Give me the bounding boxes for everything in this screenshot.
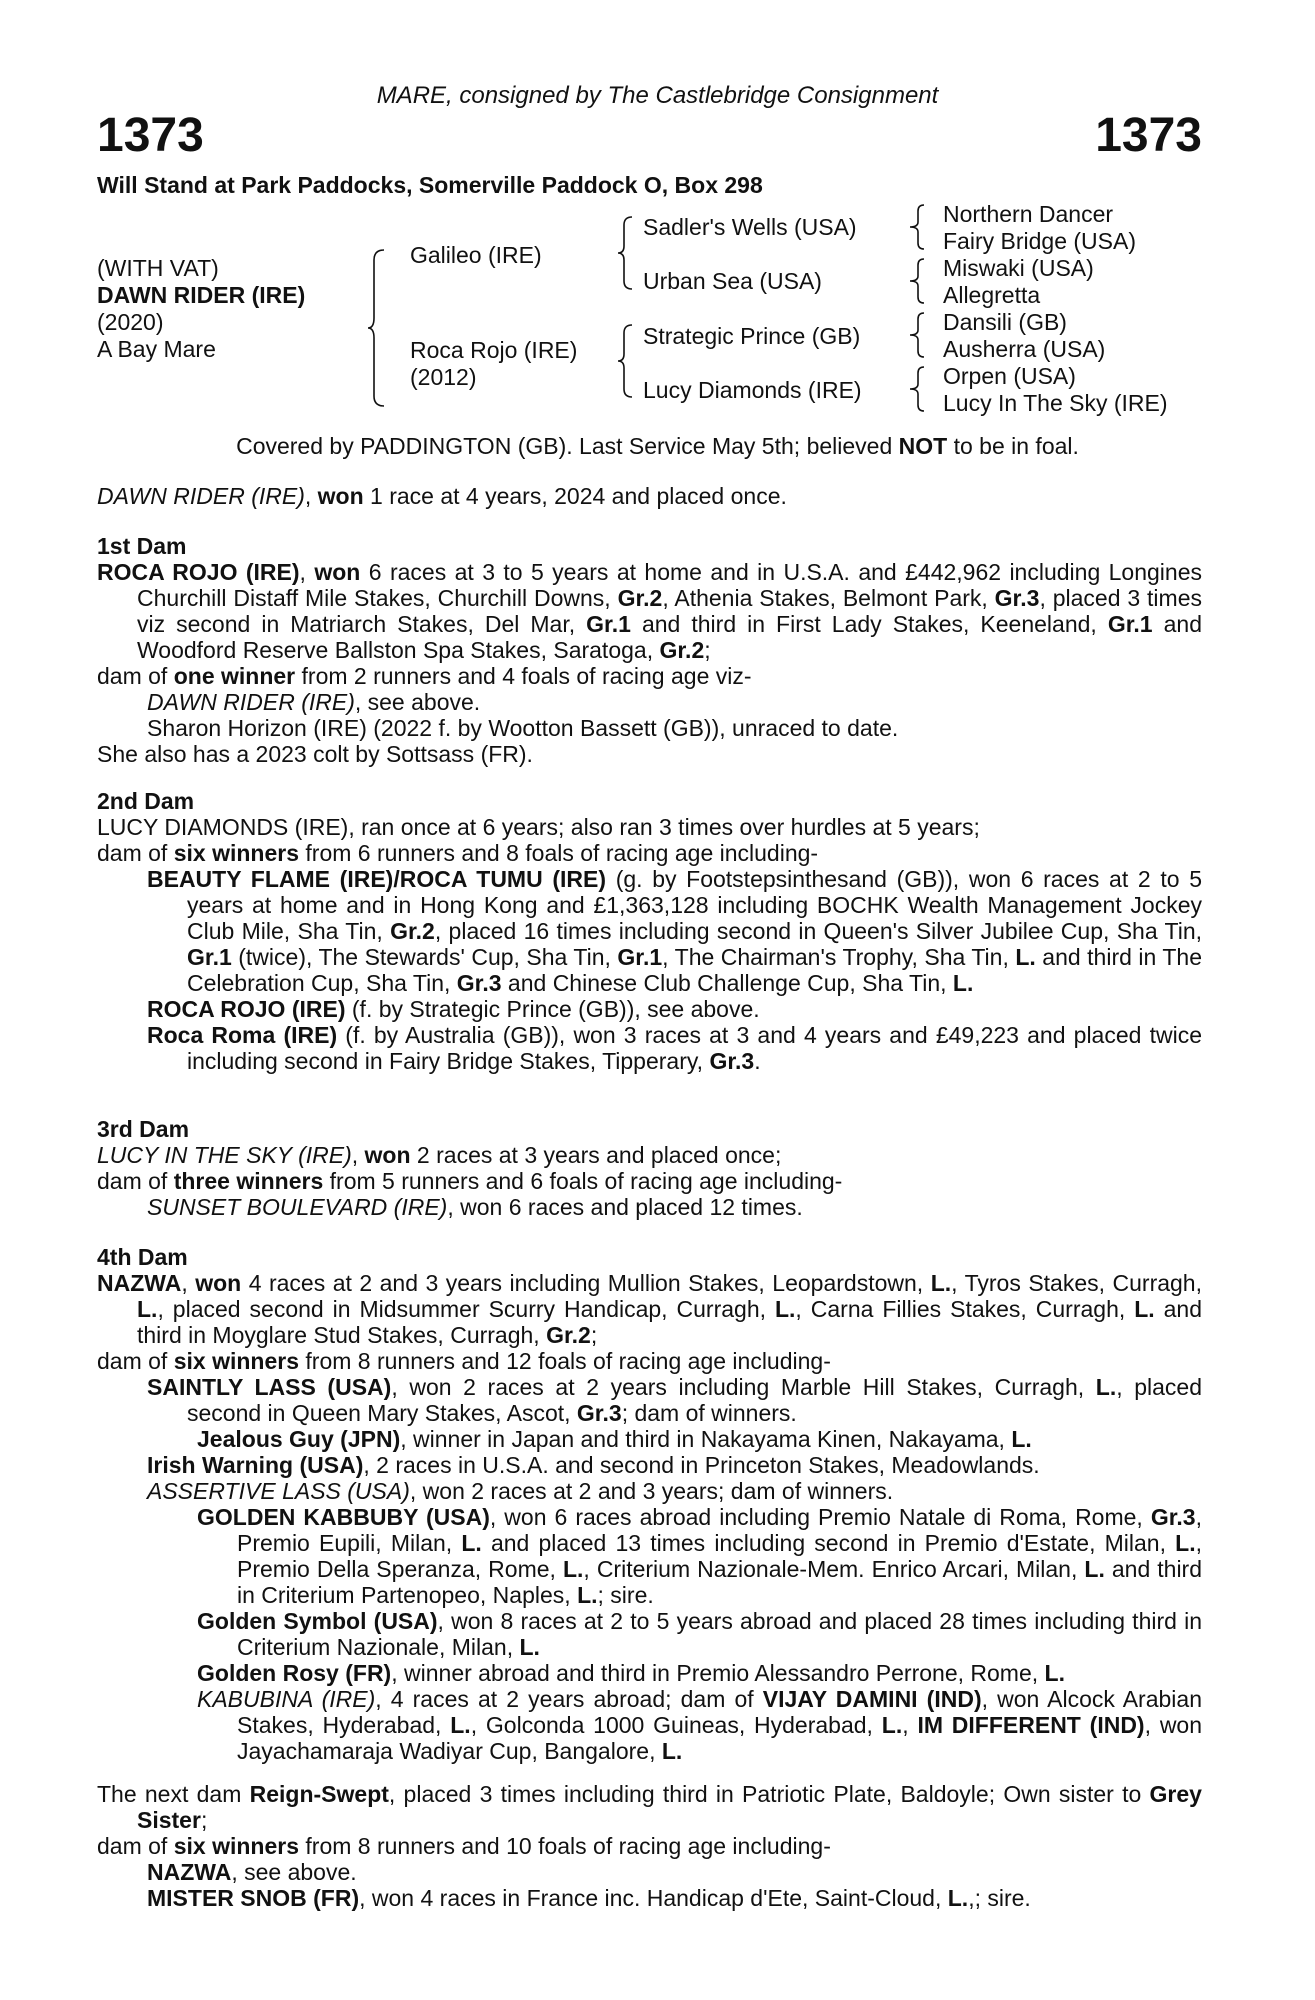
third-dam-heading: 3rd Dam [97, 1116, 190, 1142]
sire-name: Galileo (IRE) [410, 242, 542, 268]
sire-sire-sire: Northern Dancer [943, 201, 1114, 227]
list-item: SUNSET BOULEVARD (IRE), won 6 races and placed 12 times. [147, 1194, 803, 1220]
sire-dam: Urban Sea (USA) [643, 268, 822, 294]
first-dam-produce: dam of one winner from 2 runners and 4 foals of racing age viz- [97, 663, 752, 689]
horse-info [97, 255, 305, 363]
first-dam-heading: 1st Dam [97, 533, 187, 559]
next-dam-record: The next dam Reign-Swept, placed 3 times including third in Patriotic Plate, Baldoyle; Own sister to Grey Sister; [97, 1781, 1202, 1833]
bracket-ss [910, 203, 932, 253]
dam-dam-sire: Orpen (USA) [943, 363, 1076, 389]
list-item: MISTER SNOB (FR), won 4 races in France inc. Handicap d'Ete, Saint-Cloud, L.,; sire. [147, 1885, 1031, 1911]
sire-dam-dam: Allegretta [943, 282, 1041, 308]
fourth-dam-section [97, 1244, 1202, 1764]
horse-year: (2020) [97, 309, 164, 335]
third-dam-section [97, 1116, 1202, 1220]
list-item: Golden Symbol (USA), won 8 races at 2 to 5 years abroad and placed 28 times including third in Criterium Nazionale, Milan, L. [197, 1608, 1203, 1660]
list-item: Golden Rosy (FR), winner abroad and third in Premio Alessandro Perrone, Rome, L. [197, 1660, 1065, 1686]
bracket-sd [910, 257, 932, 307]
list-item: SAINTLY LASS (USA), won 2 races at 2 years including Marble Hill Stakes, Curragh, L., placed second in Queen Mary Stakes, Ascot, Gr.3; dam of winners. [147, 1374, 1203, 1426]
bracket-dd [910, 365, 932, 415]
horse-summary: DAWN RIDER (IRE), won 1 race at 4 years, 2024 and placed once. [97, 483, 787, 509]
second-dam-record: LUCY DIAMONDS (IRE), ran once at 6 years; also ran 3 times over hurdles at 5 years; [97, 814, 980, 840]
dam-sire-sire: Dansili (GB) [943, 309, 1067, 335]
first-dam-record: ROCA ROJO (IRE), won 6 races at 3 to 5 years at home and in U.S.A. and £442,962 including Longines Churchill Distaff Mile Stakes, Churchill Downs, Gr.2, Athenia Stakes, Belmont Park, Gr.3, placed 3 times viz second in Matriarch Stakes, Del Mar, Gr.1 and third in First Lady Stakes, Keeneland, Gr.1 and Woodford Reserve Ballston Spa Stakes, Saratoga, Gr.2; [97, 559, 1203, 663]
third-dam-record: LUCY IN THE SKY (IRE), won 2 races at 3 years and placed once; [97, 1142, 782, 1168]
horse-description: A Bay Mare [97, 336, 216, 362]
lot-number-left: 1373 [97, 109, 204, 162]
fourth-dam-produce: dam of six winners from 8 runners and 12 foals of racing age including- [97, 1348, 831, 1374]
first-dam-section [97, 533, 1202, 767]
list-item: NAZWA, see above. [147, 1859, 357, 1885]
list-item: GOLDEN KABBUBY (USA), won 6 races abroad including Premio Natale di Roma, Rome, Gr.3, Premio Eupili, Milan, L. and placed 13 times including second in Premio d'Estate, Milan, L., Premio Della Speranza, Rome, L., Criterium Nazionale-Mem. Enrico Arcari, Milan, L. and third in Criterium Partenopeo, Naples, L.; sire. [197, 1504, 1203, 1608]
sire-sire: Sadler's Wells (USA) [643, 214, 857, 240]
vat-note: (WITH VAT) [97, 255, 219, 281]
third-dam-produce: dam of three winners from 5 runners and 6 foals of racing age including- [97, 1168, 843, 1194]
dam-year: (2012) [410, 364, 477, 390]
pedigree-bracket-1 [368, 248, 388, 408]
sire-sire-dam: Fairy Bridge (USA) [943, 228, 1136, 254]
fourth-dam-record: NAZWA, won 4 races at 2 and 3 years including Mullion Stakes, Leopardstown, L., Tyros Stakes, Curragh, L., placed second in Midsummer Scurry Handicap, Curragh, L., Carna Fillies Stakes, Curragh, L. and third in Moyglare Stud Stakes, Curragh, Gr.2; [97, 1270, 1203, 1348]
second-dam-heading: 2nd Dam [97, 788, 195, 814]
pedigree-bracket-sire [618, 215, 636, 293]
list-item: DAWN RIDER (IRE), see above. [147, 689, 481, 715]
lot-number-right: 1373 [1095, 109, 1202, 162]
list-item: KABUBINA (IRE), 4 races at 2 years abroad; dam of VIJAY DAMINI (IND), won Alcock Arabian Stakes, Hyderabad, L., Golconda 1000 Guineas, Hyderabad, L., IM DIFFERENT (IND), won Jayachamaraja Wadiyar Cup, Bangalore, L. [197, 1686, 1203, 1764]
list-item: ASSERTIVE LASS (USA), won 2 races at 2 and 3 years; dam of winners. [147, 1478, 894, 1504]
second-dam-section [97, 788, 1202, 1074]
first-dam-also: She also has a 2023 colt by Sottsass (FR). [97, 741, 533, 767]
dam-sire: Strategic Prince (GB) [643, 323, 861, 349]
stand-location: Will Stand at Park Paddocks, Somerville Paddock O, Box 298 [97, 172, 763, 198]
list-item: Jealous Guy (JPN), winner in Japan and third in Nakayama Kinen, Nakayama, L. [197, 1426, 1032, 1452]
covered-line: Covered by PADDINGTON (GB). Last Service May 5th; believed NOT to be in foal. [236, 433, 1079, 459]
fourth-dam-heading: 4th Dam [97, 1244, 188, 1270]
dam-dam-dam: Lucy In The Sky (IRE) [943, 390, 1168, 416]
consignment-line: MARE, consigned by The Castlebridge Consignment [376, 82, 939, 109]
bracket-ds [910, 311, 932, 361]
next-dam-section [97, 1781, 1202, 1911]
list-item: ROCA ROJO (IRE) (f. by Strategic Prince (GB)), see above. [147, 996, 760, 1022]
next-dam-produce: dam of six winners from 8 runners and 10 foals of racing age including- [97, 1833, 831, 1859]
list-item: BEAUTY FLAME (IRE)/ROCA TUMU (IRE) (g. by Footstepsinthesand (GB)), won 6 races at 2 to 5 years at home and in Hong Kong and £1,363,128 including BOCHK Wealth Management Jockey Club Mile, Sha Tin, Gr.2, placed 16 times including second in Queen's Silver Jubilee Cup, Sha Tin, Gr.1 (twice), The Stewards' Cup, Sha Tin, Gr.1, The Chairman's Trophy, Sha Tin, L. and third in The Celebration Cup, Sha Tin, Gr.3 and Chinese Club Challenge Cup, Sha Tin, L. [147, 866, 1203, 996]
sire-dam-sire: Miswaki (USA) [943, 255, 1094, 281]
list-item: Irish Warning (USA), 2 races in U.S.A. and second in Princeton Stakes, Meadowlands. [147, 1452, 1040, 1478]
dam-dam: Lucy Diamonds (IRE) [643, 377, 862, 403]
dam-name: Roca Rojo (IRE) [410, 337, 578, 363]
horse-name: DAWN RIDER (IRE) [97, 282, 306, 308]
second-dam-produce: dam of six winners from 6 runners and 8 foals of racing age including- [97, 840, 819, 866]
dam-sire-dam: Ausherra (USA) [943, 336, 1106, 362]
list-item: Roca Roma (IRE) (f. by Australia (GB)), won 3 races at 3 and 4 years and £49,223 and placed twice including second in Fairy Bridge Stakes, Tipperary, Gr.3. [147, 1022, 1202, 1074]
list-item: Sharon Horizon (IRE) (2022 f. by Wootton Bassett (GB)), unraced to date. [147, 715, 899, 741]
pedigree-bracket-dam [618, 323, 636, 401]
